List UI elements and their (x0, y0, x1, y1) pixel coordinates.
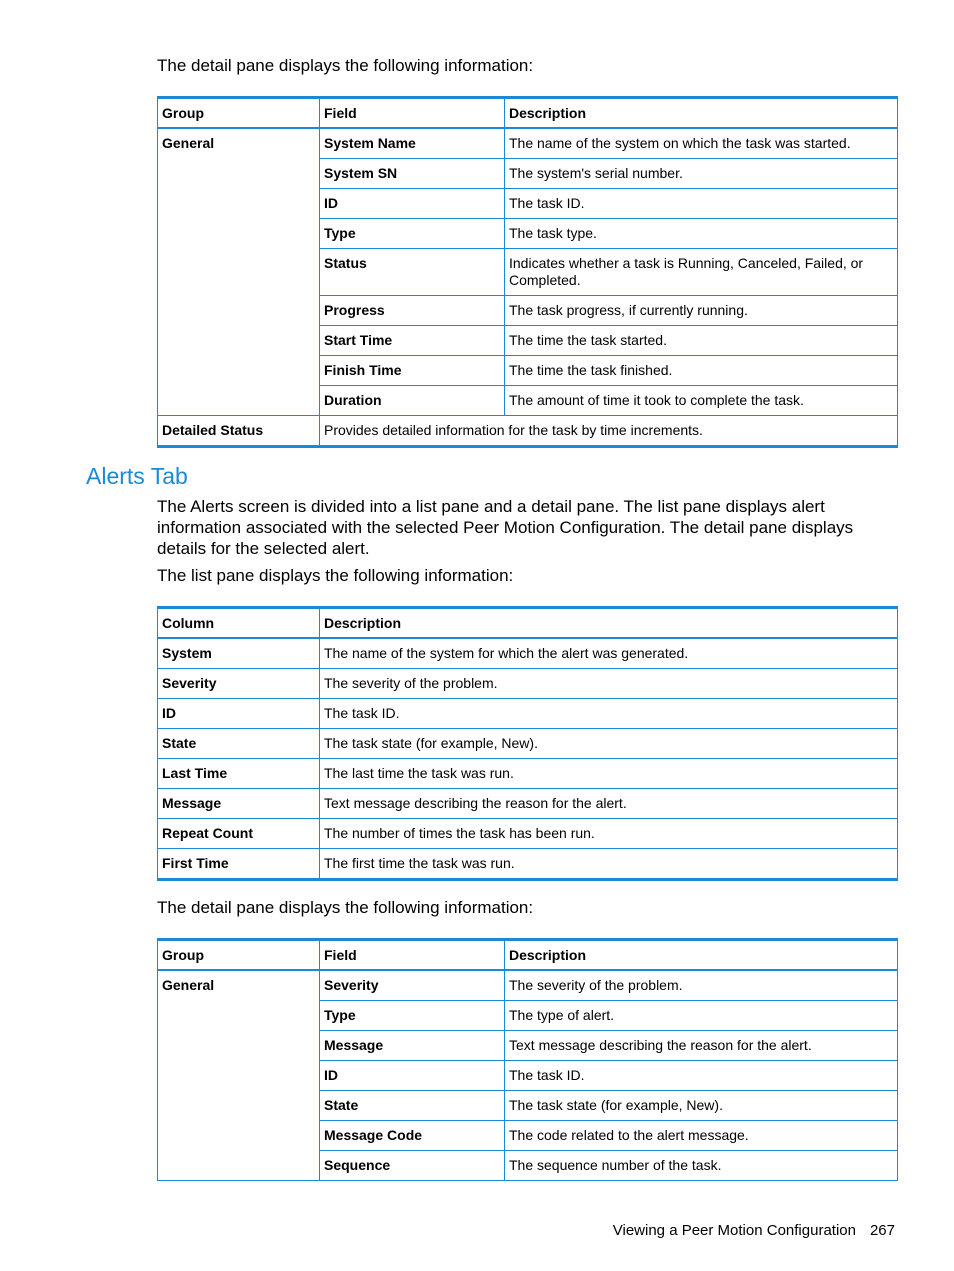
description-cell: The last time the task was run. (320, 759, 898, 789)
description-cell: The sequence number of the task. (505, 1151, 898, 1181)
task-detail-table (157, 96, 898, 448)
header-field: Field (320, 98, 505, 129)
table-row (158, 849, 898, 880)
page-number: 267 (869, 1222, 895, 1239)
column-cell: Repeat Count (158, 819, 320, 849)
table-row (158, 128, 898, 159)
alert-list-table (157, 606, 898, 881)
page-footer (613, 1222, 895, 1239)
footer-title: Viewing a Peer Motion Configuration (612, 1222, 856, 1239)
field-cell: ID (320, 1061, 505, 1091)
description-cell: The name of the system on which the task was started. (505, 128, 898, 159)
header-description: Description (505, 940, 898, 971)
alert-detail-table (157, 938, 898, 1181)
description-cell: The task type. (505, 219, 898, 249)
section-heading-alerts-tab: Alerts Tab (86, 463, 188, 489)
field-cell: State (320, 1091, 505, 1121)
group-detailed-status: Detailed Status (158, 416, 320, 447)
field-cell: Duration (320, 386, 505, 416)
group-general: General (158, 970, 320, 1181)
field-cell: Severity (320, 970, 505, 1001)
description-cell: The task ID. (505, 1061, 898, 1091)
description-cell: The task state (for example, New). (320, 729, 898, 759)
group-general: General (158, 128, 320, 416)
description-cell: The severity of the problem. (320, 669, 898, 699)
intro-text-3: The detail pane displays the following information: (157, 898, 534, 917)
description-cell: Text message describing the reason for the alert. (505, 1031, 898, 1061)
field-cell: Type (320, 1001, 505, 1031)
alerts-paragraph: The Alerts screen is divided into a list pane and a detail pane. The list pane displays alert information associated with the selected Peer Motion Configuration. The detail pane displays details for the selected alert. (157, 497, 854, 558)
description-cell: The time the task started. (505, 326, 898, 356)
table-row (158, 669, 898, 699)
description-cell: The code related to the alert message. (505, 1121, 898, 1151)
description-cell: The time the task finished. (505, 356, 898, 386)
column-cell: First Time (158, 849, 320, 880)
header-column: Column (158, 608, 320, 639)
description-cell: Text message describing the reason for the alert. (320, 789, 898, 819)
description-cell: The number of times the task has been run. (320, 819, 898, 849)
field-cell: ID (320, 189, 505, 219)
table-row (158, 789, 898, 819)
header-description: Description (505, 98, 898, 129)
table-row (158, 970, 898, 1001)
column-cell: Message (158, 789, 320, 819)
header-description: Description (320, 608, 898, 639)
column-cell: Last Time (158, 759, 320, 789)
description-cell: The type of alert. (505, 1001, 898, 1031)
table-header-row (158, 608, 898, 639)
table-row (158, 759, 898, 789)
field-cell: System SN (320, 159, 505, 189)
column-cell: ID (158, 699, 320, 729)
table-row (158, 699, 898, 729)
field-cell: Start Time (320, 326, 505, 356)
column-cell: System (158, 638, 320, 669)
table-row (158, 819, 898, 849)
field-cell: System Name (320, 128, 505, 159)
table-row (158, 416, 898, 447)
description-cell: The first time the task was run. (320, 849, 898, 880)
description-cell: The task ID. (320, 699, 898, 729)
description-cell: The severity of the problem. (505, 970, 898, 1001)
description-cell: The task ID. (505, 189, 898, 219)
header-field: Field (320, 940, 505, 971)
table-row (158, 729, 898, 759)
header-group: Group (158, 98, 320, 129)
table-row (158, 638, 898, 669)
field-cell: Message (320, 1031, 505, 1061)
description-cell: The task state (for example, New). (505, 1091, 898, 1121)
table-header-row (158, 940, 898, 971)
field-cell: Progress (320, 296, 505, 326)
field-cell: Type (320, 219, 505, 249)
table-header-row (158, 98, 898, 129)
field-cell: Finish Time (320, 356, 505, 386)
field-cell: Message Code (320, 1121, 505, 1151)
intro-text-2: The list pane displays the following information: (157, 566, 514, 585)
description-cell: The system's serial number. (505, 159, 898, 189)
column-cell: Severity (158, 669, 320, 699)
field-cell: Status (320, 249, 505, 296)
column-cell: State (158, 729, 320, 759)
field-cell: Sequence (320, 1151, 505, 1181)
header-group: Group (158, 940, 320, 971)
description-cell: The task progress, if currently running. (505, 296, 898, 326)
description-cell: The name of the system for which the alert was generated. (320, 638, 898, 669)
description-cell: The amount of time it took to complete the task. (505, 386, 898, 416)
description-cell: Indicates whether a task is Running, Canceled, Failed, or Completed. (505, 249, 898, 296)
intro-text-1: The detail pane displays the following information: (157, 56, 534, 75)
description-cell: Provides detailed information for the task by time increments. (320, 416, 898, 447)
